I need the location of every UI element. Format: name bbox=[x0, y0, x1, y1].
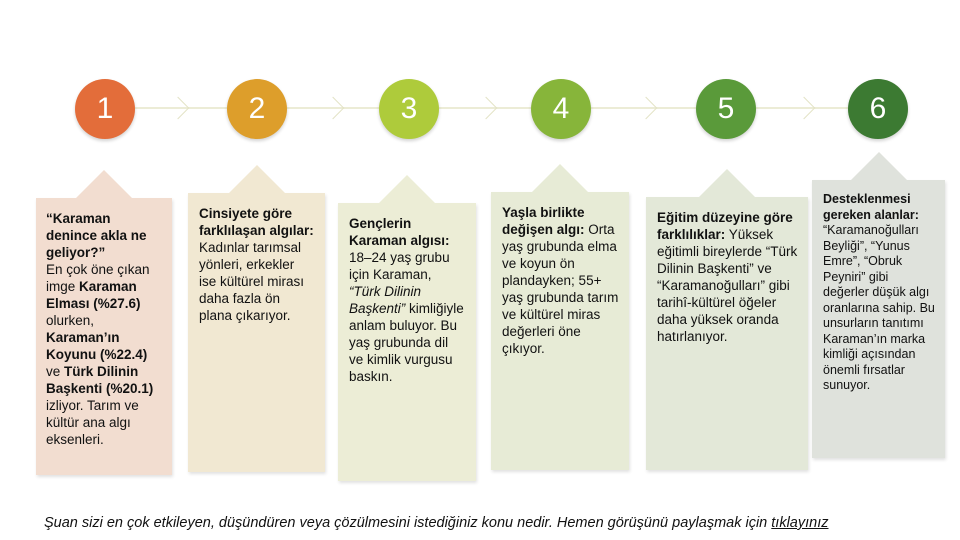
card-3-italic: “Türk Dilinin Başkenti” bbox=[349, 284, 422, 316]
card-6 bbox=[812, 180, 945, 458]
card-4 bbox=[491, 192, 629, 470]
step-circle-2: 2 bbox=[227, 79, 287, 139]
card-5-heading: Eğitim düzeyine göre farklılıklar: bbox=[657, 210, 793, 242]
step-circle-1: 1 bbox=[75, 79, 135, 139]
footer-link[interactable]: tıklayınız bbox=[771, 515, 829, 531]
step-circle-5: 5 bbox=[696, 79, 756, 139]
step-circle-4: 4 bbox=[531, 79, 591, 139]
card-1-text: olurken, bbox=[46, 313, 95, 328]
chevron-right-icon bbox=[635, 97, 658, 120]
card-4-heading: Yaşla birlikte değişen algı: bbox=[502, 205, 585, 237]
chevron-right-icon bbox=[475, 97, 498, 120]
card-2-text: Kadınlar tarımsal yönleri, erkekler ise kültürel mirası daha fazla ön plana çıkarıyor. bbox=[199, 240, 305, 323]
footer-prompt bbox=[44, 515, 829, 531]
card-6-heading: Desteklenmesi gereken alanlar: bbox=[823, 192, 919, 222]
card-1-text: ve bbox=[46, 364, 65, 379]
card-1-bold-1: Karaman Elması (%27.6) bbox=[46, 279, 141, 311]
chevron-right-icon bbox=[793, 97, 816, 120]
card-1 bbox=[36, 198, 172, 475]
card-5-text: Yüksek eğitimli bireylerde “Türk Dilinin Başkenti” ve “Karamanoğulları” gibi tarihî-kültürel öğeler daha yüksek oranda hatırlanıyor. bbox=[657, 227, 798, 344]
card-2-heading: Cinsiyete göre farklılaşan algılar: bbox=[199, 206, 314, 238]
card-3 bbox=[338, 203, 476, 481]
card-1-text: En çok öne çıkan imge bbox=[46, 262, 150, 294]
card-3-text: 18–24 yaş grubu için Karaman, bbox=[349, 250, 450, 282]
card-3-heading: Gençlerin Karaman algısı: bbox=[349, 216, 450, 248]
step-circle-6: 6 bbox=[848, 79, 908, 139]
card-6-text: “Karamanoğulları Beyliği”, “Yunus Emre”, “Obruk Peyniri” gibi değerler düşük algı oranlarına sahip. Bu unsurların tanıtımı Karaman’ın marka kimliği açısından önemli fırsatlar sunuyor. bbox=[823, 223, 935, 392]
chevron-right-icon bbox=[167, 97, 190, 120]
footer-text: Şuan sizi en çok etkileyen, düşündüren veya çözülmesini istediğiniz konu nedir. Hemen görüşünü paylaşmak için bbox=[44, 515, 772, 531]
card-2 bbox=[188, 193, 325, 472]
card-1-question: “Karaman denince akla ne geliyor?” bbox=[46, 211, 147, 260]
card-1-text: izliyor. Tarım ve kültür ana algı eksenleri. bbox=[46, 398, 139, 447]
card-1-bold-3: Türk Dilinin Başkenti (%20.1) bbox=[46, 364, 154, 396]
chevron-right-icon bbox=[322, 97, 345, 120]
card-3-text: kimliğiyle anlam buluyor. Bu yaş grubunda dil ve kimlik vurgusu baskın. bbox=[349, 301, 464, 384]
card-5 bbox=[646, 197, 808, 470]
card-1-bold-2: Karaman’ın Koyunu (%22.4) bbox=[46, 330, 148, 362]
step-circle-3: 3 bbox=[379, 79, 439, 139]
card-4-text: Orta yaş grubunda elma ve koyun ön plandayken; 55+ yaş grubunda tarım ve kültürel miras değerleri öne çıkıyor. bbox=[502, 222, 619, 356]
